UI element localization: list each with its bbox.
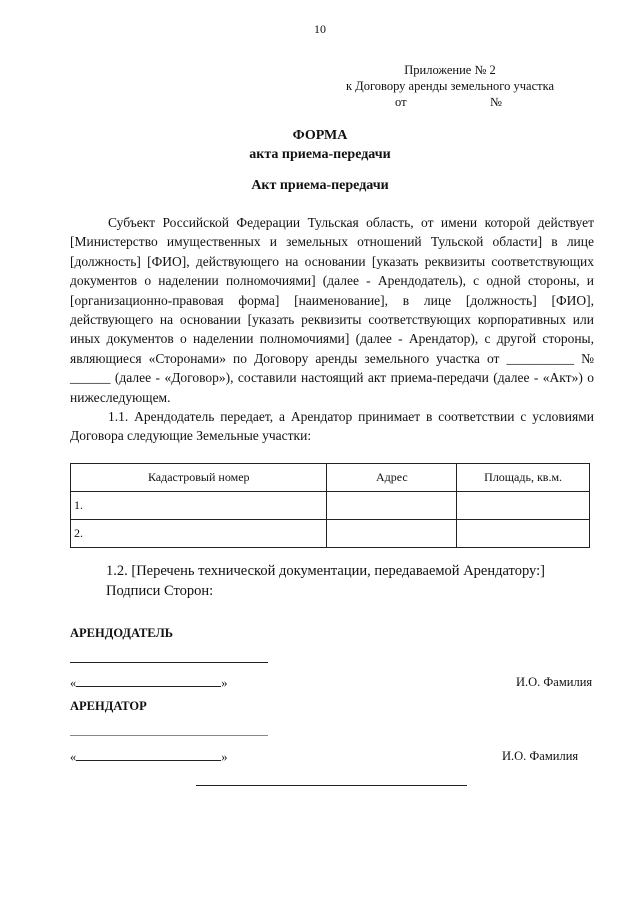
quote-open: « bbox=[70, 676, 77, 690]
preamble-paragraph: Субъект Российской Федерации Тульская область, от имени которой действует [Министерство имущественных и земельных отношений Тульской области] в лице [должность] [ФИО], действующего на основании [указать реквизиты соответствующих документов о наделении полномочиями] (далее - Арендодатель), с одной стороны, и [организационно-правовая форма] [наименование], в лице [должность] [ФИО], действующего на основании [указать реквизиты соответствующих корпоративных или иных документов о наделении полномочиями] (далее - Арендатор), с другой стороны, являющиеся «Сторонами» по Договору аренды земельного участка от __________ № ______ (далее - «Договор»), составили настоящий акт приема-передачи (далее - «Акт») о нижеследующем. bbox=[70, 215, 594, 405]
tenant-name-line bbox=[70, 735, 268, 736]
footer-divider bbox=[196, 785, 467, 786]
appendix-header bbox=[300, 62, 600, 110]
act-title: Акт приема-передачи bbox=[251, 178, 389, 193]
header-cadastral-number: Кадастровый номер bbox=[71, 464, 327, 492]
table-row bbox=[71, 520, 590, 548]
appendix-date-number-row bbox=[300, 94, 600, 110]
landlord-label: АРЕНДОДАТЕЛЬ bbox=[70, 626, 174, 640]
form-subtitle: акта приема-передачи bbox=[249, 147, 391, 162]
appendix-from-label: от bbox=[395, 95, 407, 109]
clause-1-2: 1.2. [Перечень технической документации, передаваемой Арендатору:] bbox=[106, 563, 545, 579]
appendix-number-label: № bbox=[490, 95, 502, 109]
quote-close: » bbox=[221, 676, 228, 690]
landlord-signature-date bbox=[70, 675, 228, 691]
table-cell: 2. bbox=[71, 520, 327, 548]
tenant-signature-blank bbox=[76, 749, 221, 761]
table-cell bbox=[457, 520, 590, 548]
quote-close: » bbox=[221, 750, 228, 764]
form-title: ФОРМА bbox=[292, 128, 348, 143]
table-cell bbox=[457, 492, 590, 520]
clause-1-1: 1.1. Арендодатель передает, а Арендатор принимает в соответствии с условиями Договора следующие Земельные участки: bbox=[70, 409, 594, 444]
landlord-name-line bbox=[70, 662, 268, 663]
table-header-row bbox=[71, 464, 590, 492]
table-cell bbox=[327, 520, 457, 548]
clause-list bbox=[70, 561, 594, 601]
appendix-reference: к Договору аренды земельного участка bbox=[345, 79, 555, 93]
table-cell bbox=[327, 492, 457, 520]
table-cell: 1. bbox=[71, 492, 327, 520]
quote-open: « bbox=[70, 750, 77, 764]
landlord-fio: И.О. Фамилия bbox=[516, 675, 593, 689]
header-address: Адрес bbox=[327, 464, 457, 492]
tenant-label: АРЕНДАТОР bbox=[70, 699, 147, 713]
land-parcels-table bbox=[70, 463, 590, 548]
form-heading bbox=[0, 126, 640, 164]
tenant-signature-date bbox=[70, 749, 228, 765]
landlord-signature-blank bbox=[76, 675, 221, 687]
header-area: Площадь, кв.м. bbox=[457, 464, 590, 492]
page-number: 10 bbox=[314, 22, 326, 36]
tenant-fio: И.О. Фамилия bbox=[502, 749, 579, 763]
act-body bbox=[70, 213, 594, 446]
signatures-heading: Подписи Сторон: bbox=[106, 583, 214, 599]
table-row bbox=[71, 492, 590, 520]
appendix-title: Приложение № 2 bbox=[404, 63, 496, 77]
